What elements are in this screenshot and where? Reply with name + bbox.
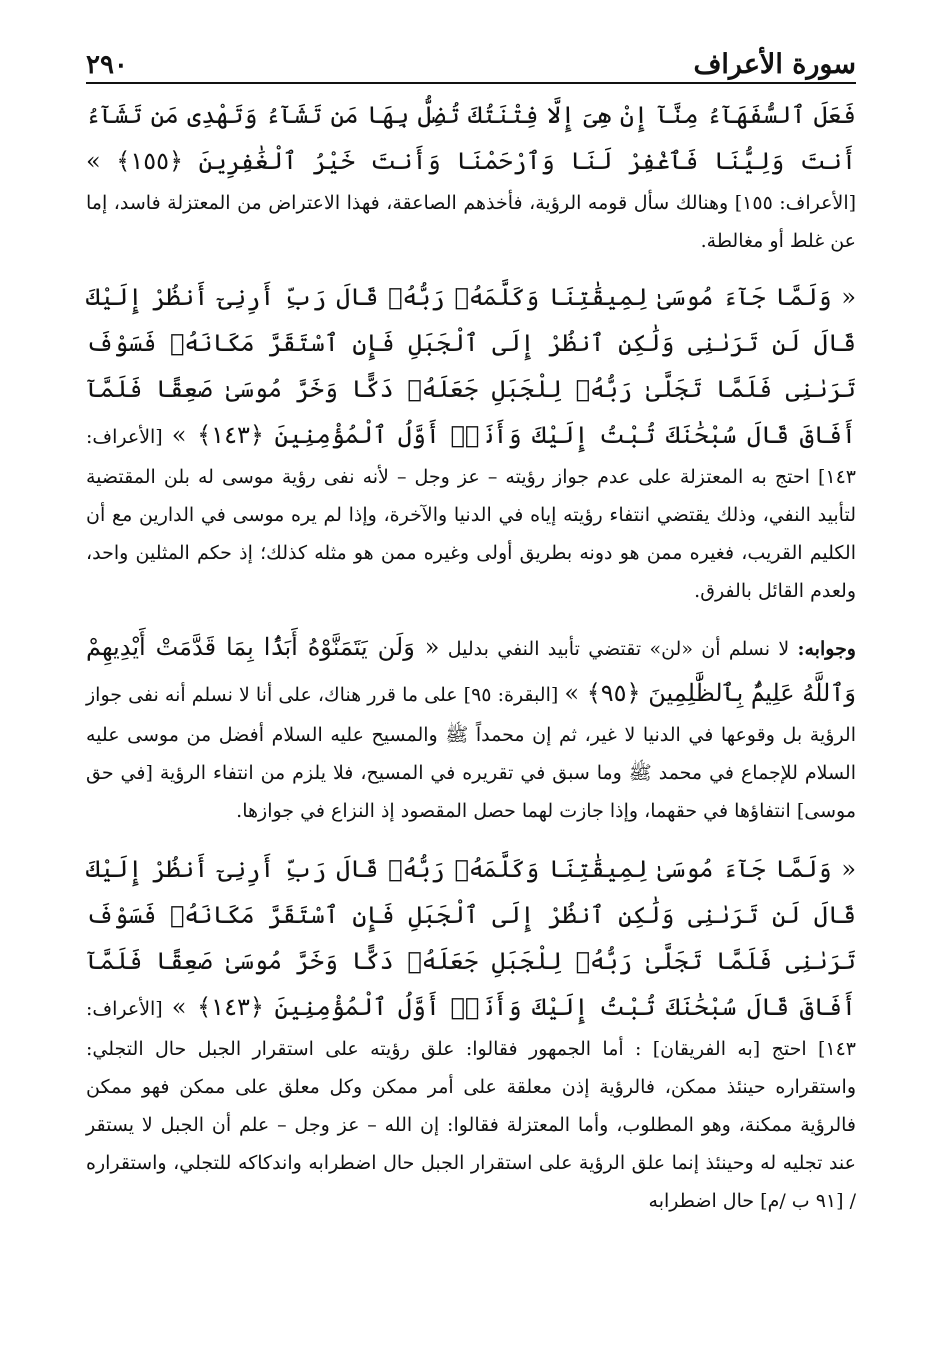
paragraph-1 <box>86 92 856 260</box>
quran-verse: « وَلَن يَتَمَنَّوْهُ أَبَدًۢا بِمَا قَدَّمَتْ أَيْدِيهِمْ وَٱللَّهُ عَلِيمٌۢ بِٱلظَّٰلِمِينَ ﴿٩٥﴾ » <box>86 633 857 707</box>
quran-verse: فَعَلَ ٱلسُّفَهَآءُ مِنَّآ إِنْ هِىَ إِلَّا فِتْنَتُكَ تُضِلُّ بِهَا مَن تَشَآءُ وَتَهْدِى مَن تَشَآءُ أَنتَ وَلِيُّنَا فَٱغْفِرْ لَنَا وَٱرْحَمْنَا وَأَنتَ خَيْرُ ٱلْغَٰفِرِينَ ﴿١٥٥﴾ » <box>86 101 857 175</box>
page-header <box>86 28 856 78</box>
page-number: ٢٩٠ <box>86 50 128 80</box>
commentary-text: [الأعراف: ١٤٣] احتج به المعتزلة على عدم جواز رؤيته – عز وجل – لأنه نفى رؤية موسى له بلن المقتضية لتأبيد النفي، وذلك يقتضي انتفاء رؤيته إياه في الدنيا والآخرة، وإذا لم يره موسى في الدارين مع أن الكليم القريب، فغيره ممن هو دونه بطريق أولى وغيره ممن هو مثله كذلك؛ إذ حكم المثلين واحد، ولعدم القائل بالفرق. <box>86 426 857 602</box>
paragraph-4 <box>86 846 856 1220</box>
commentary-text: [الأعراف: ١٥٥] وهنالك سأل قومه الرؤية، فأخذهم الصاعقة، فهذا الاعتراض من المعتزلة فاسد، إما عن غلط أو مغالطة. <box>86 192 857 252</box>
paragraph-gap <box>86 830 856 846</box>
commentary-text: لا نسلم أن «لن» تقتضي تأبيد النفي بدليل <box>439 638 798 660</box>
quran-verse: « وَلَمَّا جَآءَ مُوسَىٰ لِمِيقَٰتِنَا وَكَلَّمَهُۥ رَبُّهُۥ قَالَ رَبِّ أَرِنِىٓ أَنظُرْ إِلَيْكَ قَالَ لَن تَرَىٰنِى وَلَٰكِنِ ٱنظُرْ إِلَى ٱلْجَبَلِ فَإِنِ ٱسْتَقَرَّ مَكَانَهُۥ فَسَوْفَ تَرَىٰنِى فَلَمَّا تَجَلَّىٰ رَبُّهُۥ لِلْجَبَلِ جَعَلَهُۥ دَكًّا وَخَرَّ مُوسَىٰ صَعِقًا فَلَمَّآ أَفَاقَ قَالَ سُبْحَٰنَكَ تُبْتُ إِلَيْكَ وَأَنَا۠ أَوَّلُ ٱلْمُؤْمِنِينَ ﴿١٤٣﴾ » <box>86 283 856 449</box>
commentary-text: [البقرة: ٩٥] على ما قرر هناك، على أنا لا نسلم أنه نفى جواز الرؤية بل وقوعها في الدنيا لا غير، ثم إن محمداً ﷺ والمسيح عليه السلام أفضل من موسى عليه السلام للإجماع في محمد ﷺ وما سبق في تقريره في المسيح، فلا يلزم من انتفاء الرؤية [في حق موسى] انتفاؤها في حقهما، وإذا جازت لهما حصل المقصود إذ النزاع في جوازها. <box>86 684 856 822</box>
paragraph-2 <box>86 274 856 610</box>
paragraph-gap <box>86 260 856 274</box>
quran-verse: « وَلَمَّا جَآءَ مُوسَىٰ لِمِيقَٰتِنَا وَكَلَّمَهُۥ رَبُّهُۥ قَالَ رَبِّ أَرِنِىٓ أَنظُرْ إِلَيْكَ قَالَ لَن تَرَىٰنِى وَلَٰكِنِ ٱنظُرْ إِلَى ٱلْجَبَلِ فَإِنِ ٱسْتَقَرَّ مَكَانَهُۥ فَسَوْفَ تَرَىٰنِى فَلَمَّا تَجَلَّىٰ رَبُّهُۥ لِلْجَبَلِ جَعَلَهُۥ دَكًّا وَخَرَّ مُوسَىٰ صَعِقًا فَلَمَّآ أَفَاقَ قَالَ سُبْحَٰنَكَ تُبْتُ إِلَيْكَ وَأَنَا۠ أَوَّلُ ٱلْمُؤْمِنِينَ ﴿١٤٣﴾ » <box>86 855 856 1021</box>
header-rule <box>86 82 856 84</box>
commentary-text: [الأعراف: ١٤٣] احتج [به الفريقان] : أما الجمهور فقالوا: علق رؤيته على استقرار الجبل حال التجلي: واستقراره حينئذ ممكن، فالرؤية إذن معلقة على أمر ممكن وكل معلق على ممكن فهو ممكن فالرؤية ممكنة، وهو المطلوب، وأما المعتزلة فقالوا: إن الله – عز وجل – علم أن الجبل لا يستقر عند تجليه له وحينئذ إنما علق الرؤية على استقرار الجبل حال اضطرابه واندكاكه للتجلي، واستقراره / [٩١ ب /م] حال اضطرابه <box>86 998 856 1212</box>
paragraph-gap <box>86 610 856 624</box>
surah-title: سورة الأعراف <box>693 49 856 80</box>
answer-lead: وجوابه: <box>797 638 856 660</box>
paragraph-3 <box>86 624 856 830</box>
page-body <box>86 92 856 1220</box>
